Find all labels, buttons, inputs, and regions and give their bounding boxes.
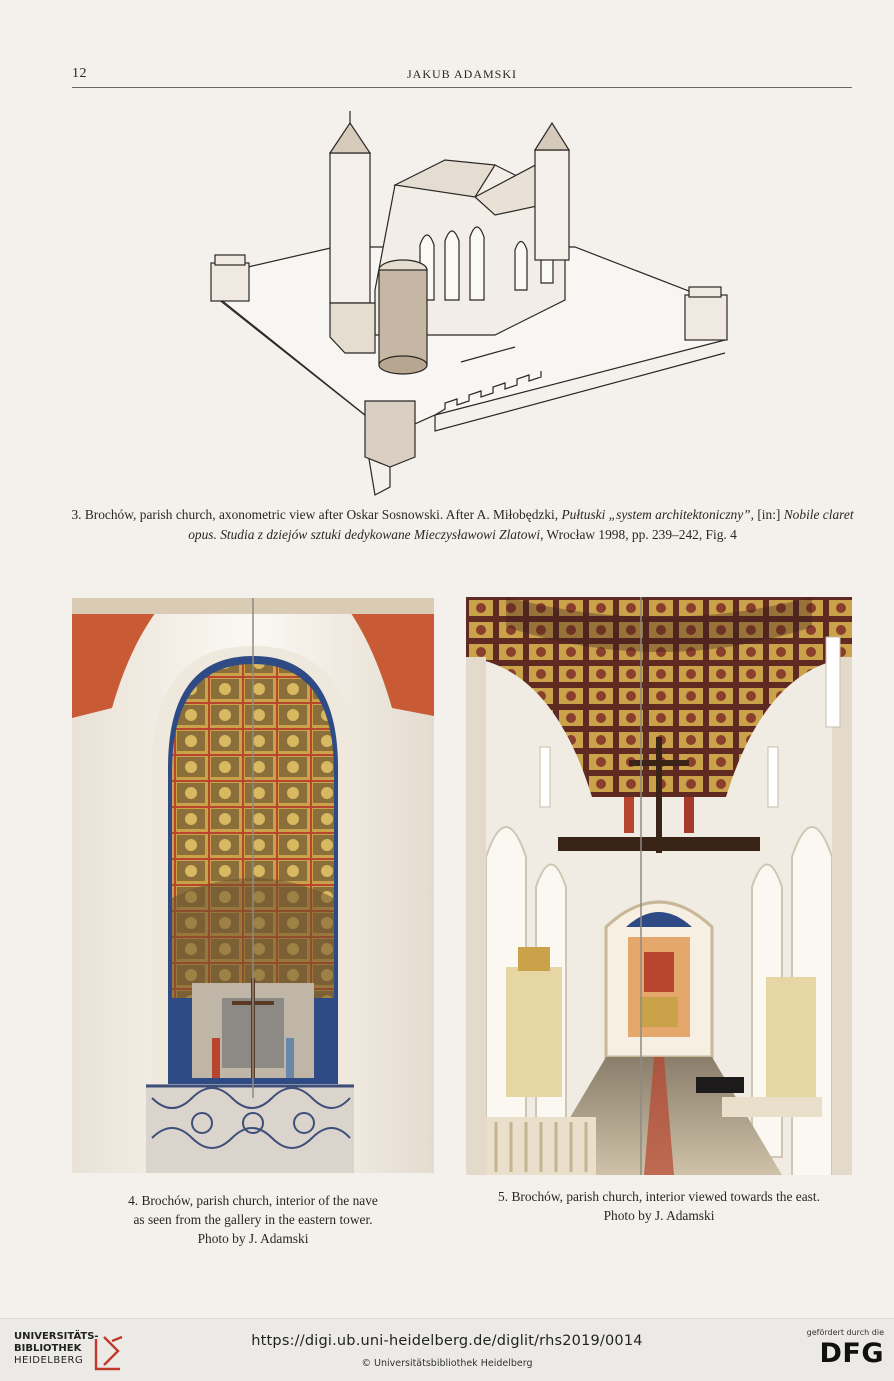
figure-5-caption-line2: Photo by J. Adamski (603, 1208, 715, 1223)
figure-4-caption-line2: as seen from the gallery in the eastern tower. (133, 1212, 373, 1227)
figure-3-caption-lead: 3. Brochów, parish church, axonometric view after Oskar Sosnowski. After A. Miłobędzki, (71, 507, 562, 522)
footer-bar (0, 1318, 894, 1381)
nave-photo-image (72, 598, 434, 1173)
figure-3-caption (70, 505, 855, 545)
figure-4-photo-nave (72, 598, 434, 1173)
axonometric-drawing-illustration (205, 105, 735, 500)
figure-5-caption-line1: 5. Brochów, parish church, interior viewed towards the east. (498, 1189, 820, 1204)
library-name-line2: BIBLIOTHEK (14, 1343, 82, 1354)
library-name-line1: UNIVERSITÄTS- (14, 1331, 99, 1342)
figure-4-caption (72, 1191, 434, 1248)
figure-3-caption-mid: , [in:] (750, 507, 784, 522)
page-header (72, 66, 852, 88)
figure-3-caption-title: Pułtuski „system architektoniczny” (561, 507, 751, 522)
dfg-funding-logo[interactable] (792, 1328, 884, 1369)
figure-4-caption-line1: 4. Brochów, parish church, interior of the nave (128, 1193, 378, 1208)
digitization-url-link[interactable]: https://digi.ub.uni-heidelberg.de/diglit/rhs2019/0014 (251, 1333, 643, 1349)
page-number: 12 (72, 66, 87, 81)
library-name-line3: HEIDELBERG (14, 1355, 84, 1366)
dfg-funded-by-label: gefördert durch die (806, 1328, 884, 1337)
figure-5-caption (466, 1187, 852, 1225)
figure-3-caption-tail: , Wrocław 1998, pp. 239–242, Fig. 4 (540, 527, 737, 542)
copyright-notice: © Universitätsbibliothek Heidelberg (361, 1358, 533, 1369)
dfg-logo-text: DFG (819, 1338, 884, 1369)
interior-photo-image (466, 597, 852, 1175)
figure-4-caption-line3: Photo by J. Adamski (197, 1231, 309, 1246)
figure-3-caption-book: Nobile claret opus. Studia z dziejów sztuki dedykowane Mieczysławowi Zlatowi (188, 507, 854, 542)
figure-3-axonometric-drawing (205, 105, 735, 500)
figure-5-photo-interior (466, 597, 852, 1175)
running-head: JAKUB ADAMSKI (406, 67, 517, 81)
